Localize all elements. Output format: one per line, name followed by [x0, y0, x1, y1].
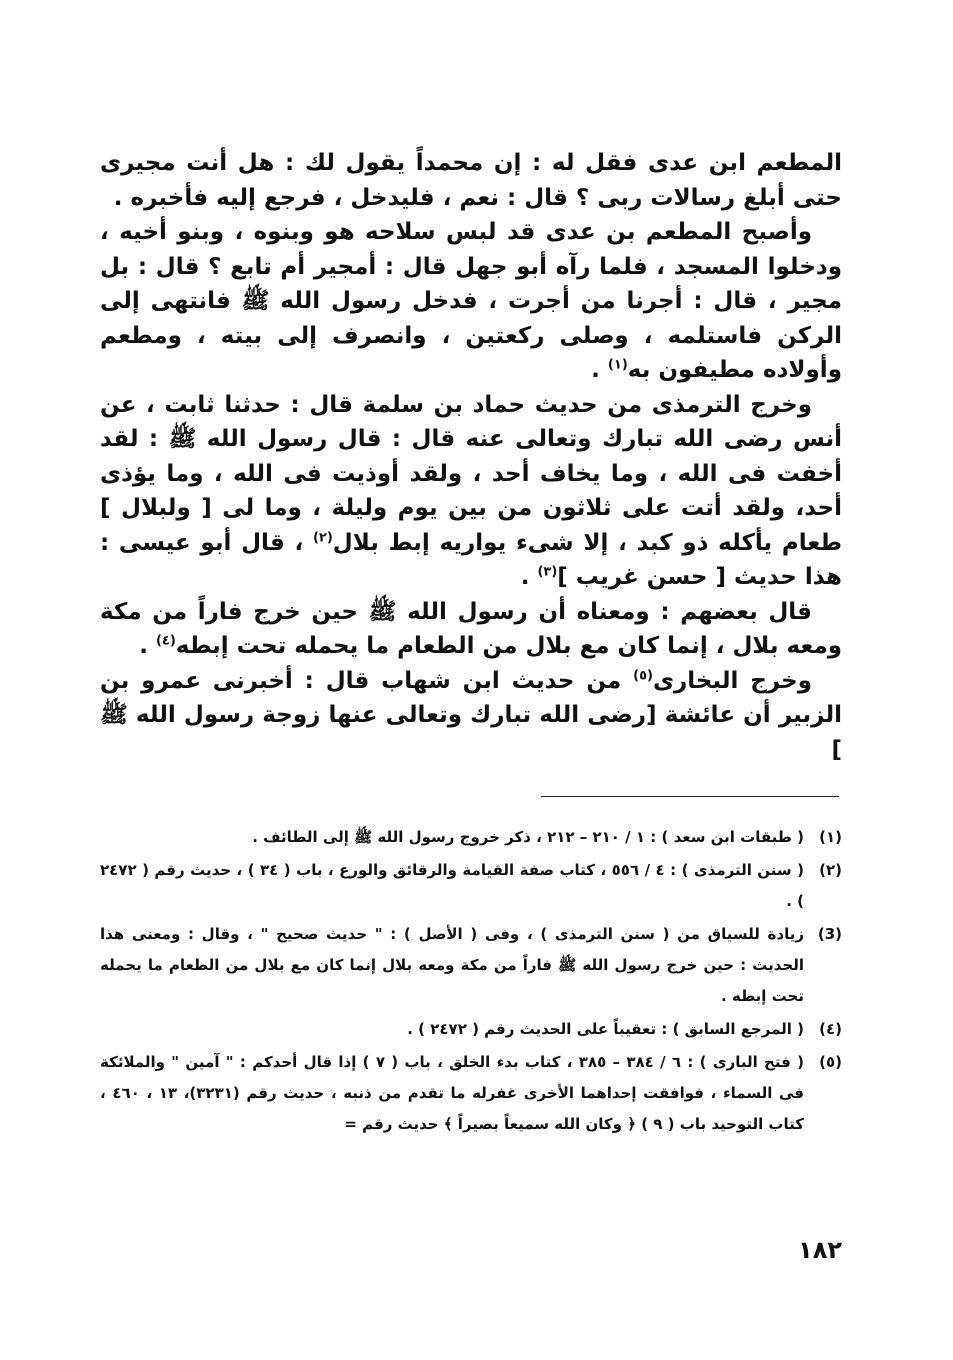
- footnote-text: زيادة للسياق من ( سنن الترمذى ) ، وفى ( الأصل ) : " حديث صحيح " ، وقال : ومعنى هذا الحديث : حين خرج رسول الله ﷺ فاراً من مكة ومعه بلال إنما كان مع بلال من الطعام ما يحمله تحت إبطه .: [100, 925, 804, 1005]
- paragraph-5-line-2: الزبير أن عائشة [رضى الله تبارك وتعالى عنها زوجة رسول الله ﷺ ]: [100, 702, 842, 763]
- footnote-text: ( سنن الترمذى ) : ٤ / ٥٥٦ ، كتاب صفة القيامة والرقائق والورع ، باب ( ٣٤ ) ، حديث رقم ( ٢٤٧٢ ) .: [100, 861, 804, 910]
- paragraph-4: [100, 595, 842, 664]
- paragraph-3-end: .: [520, 564, 538, 590]
- paragraph-3-line-2: رضى الله تبارك وتعالى عنه قال : قال رسول الله ﷺ : لقد أخفت فى الله ،: [100, 426, 843, 487]
- paragraph-2-end: .: [591, 357, 608, 383]
- paragraph-3-line-5b: ، قال أبو عيسى : هذا حديث [ حسن غريب ]: [100, 529, 842, 590]
- footnote-number: (١): [819, 828, 842, 846]
- footnote-ref-3[interactable]: (٣): [537, 564, 558, 580]
- paragraph-2-line-3: قال : أجرنا من أجرت ، فدخل رسول الله ﷺ فانتهى إلى الركن فاستلمه ،: [100, 288, 842, 349]
- footnote-2: [100, 855, 842, 917]
- paragraph-2-line-2: ودخلوا المسجد ، فلما رآه أبو جهل قال : أمجير أم تابع ؟ قال : بل مجير ،: [100, 253, 843, 314]
- footnote-1: [100, 822, 842, 853]
- footnote-ref-1[interactable]: (١): [607, 357, 628, 373]
- paragraph-2-line-1: وأصبح المطعم بن عدى قد لبس سلاحه هو وبنوه ، وبنو أخيه ،: [100, 219, 812, 245]
- main-body-text: [100, 146, 842, 767]
- page-number: ١٨٢: [798, 1236, 842, 1264]
- footnote-ref-2[interactable]: (٢): [312, 529, 333, 545]
- paragraph-1-line-1: المطعم ابن عدى فقل له : إن محمداً يقول لك : هل أنت مجيرى حتى أبلغ: [100, 150, 842, 211]
- paragraph-2-line-4: وصلى ركعتين ، وانصرف إلى بيته ، ومطعم وأولاده مطيفون به: [100, 322, 842, 383]
- paragraph-3-line-4: من بين يوم وليلة ، وما لى [ ولبلال ] طعام يأكله ذو كبد ، إلا شىء يواريه: [100, 495, 842, 556]
- paragraph-5-line-1b: من حديث ابن شهاب قال : أخبرنى عمرو بن: [100, 667, 634, 694]
- footnote-number: (3): [817, 925, 842, 943]
- paragraph-3-line-3: وما يخاف أحد ، ولقد أوذيت فى الله ، وما يؤذى أحد، ولقد أتت على ثلاثون: [100, 460, 842, 521]
- footnote-3: [100, 919, 842, 1012]
- paragraph-4-line-2: بلال ، إنما كان مع بلال من الطعام ما يحمله تحت إبطه: [175, 633, 779, 659]
- footnotes-section: [100, 822, 842, 1142]
- paragraph-3-line-5a: إبط بلال: [332, 529, 430, 556]
- paragraph-4-end: .: [139, 633, 156, 659]
- paragraph-3-line-1: وخرج الترمذى من حديث حماد بن سلمة قال : حدثنا ثابت ، عن أنس: [100, 391, 842, 452]
- paragraph-5: [100, 664, 842, 768]
- footnote-separator: [541, 796, 839, 797]
- footnote-number: (٢): [819, 861, 842, 879]
- paragraph-3: [100, 388, 842, 595]
- footnote-5: [100, 1047, 842, 1140]
- footnote-ref-5[interactable]: (٥): [633, 667, 653, 683]
- paragraph-1: [100, 146, 842, 215]
- footnote-4: [100, 1014, 842, 1045]
- footnote-text: ( فتح البارى ) : ٦ / ٣٨٤ – ٣٨٥ ، كتاب بدء الخلق ، باب ( ٧ ) إذا قال أحدكم : " آمين " والملائكة فى السماء ، فوافقت إحداهما الأخرى غفرله ما تقدم من ذنبه ، حديث رقم (٣٢٣١)، ١٣ ، ٤٦٠ ، كتاب التوحيد باب ( ٩ ) ﴿ وكان الله سميعاً بصيراً ﴾ حديث رقم =: [100, 1053, 804, 1133]
- footnote-number: (٤): [819, 1020, 842, 1038]
- footnote-text: ( المرجع السابق ) : تعقيباً على الحديث رقم ( ٢٤٧٢ ) .: [407, 1020, 804, 1038]
- paragraph-1-line-2: رسالات ربى ؟ قال : نعم ، فليدخل ، فرجع إليه فأخبره .: [113, 184, 736, 211]
- paragraph-5-line-1a: وخرج البخارى: [652, 667, 812, 694]
- footnote-number: (٥): [819, 1053, 842, 1071]
- footnote-ref-4[interactable]: (٤): [155, 633, 176, 649]
- footnote-text: ( طبقات ابن سعد ) : ١ / ٢١٠ – ٢١٢ ، ذكر خروج رسول الله ﷺ إلى الطائف .: [252, 828, 804, 846]
- paragraph-2: [100, 215, 842, 388]
- paragraph-4-line-1: قال بعضهم : ومعناه أن رسول الله ﷺ حين خرج فاراً من مكة ومعه: [100, 598, 842, 659]
